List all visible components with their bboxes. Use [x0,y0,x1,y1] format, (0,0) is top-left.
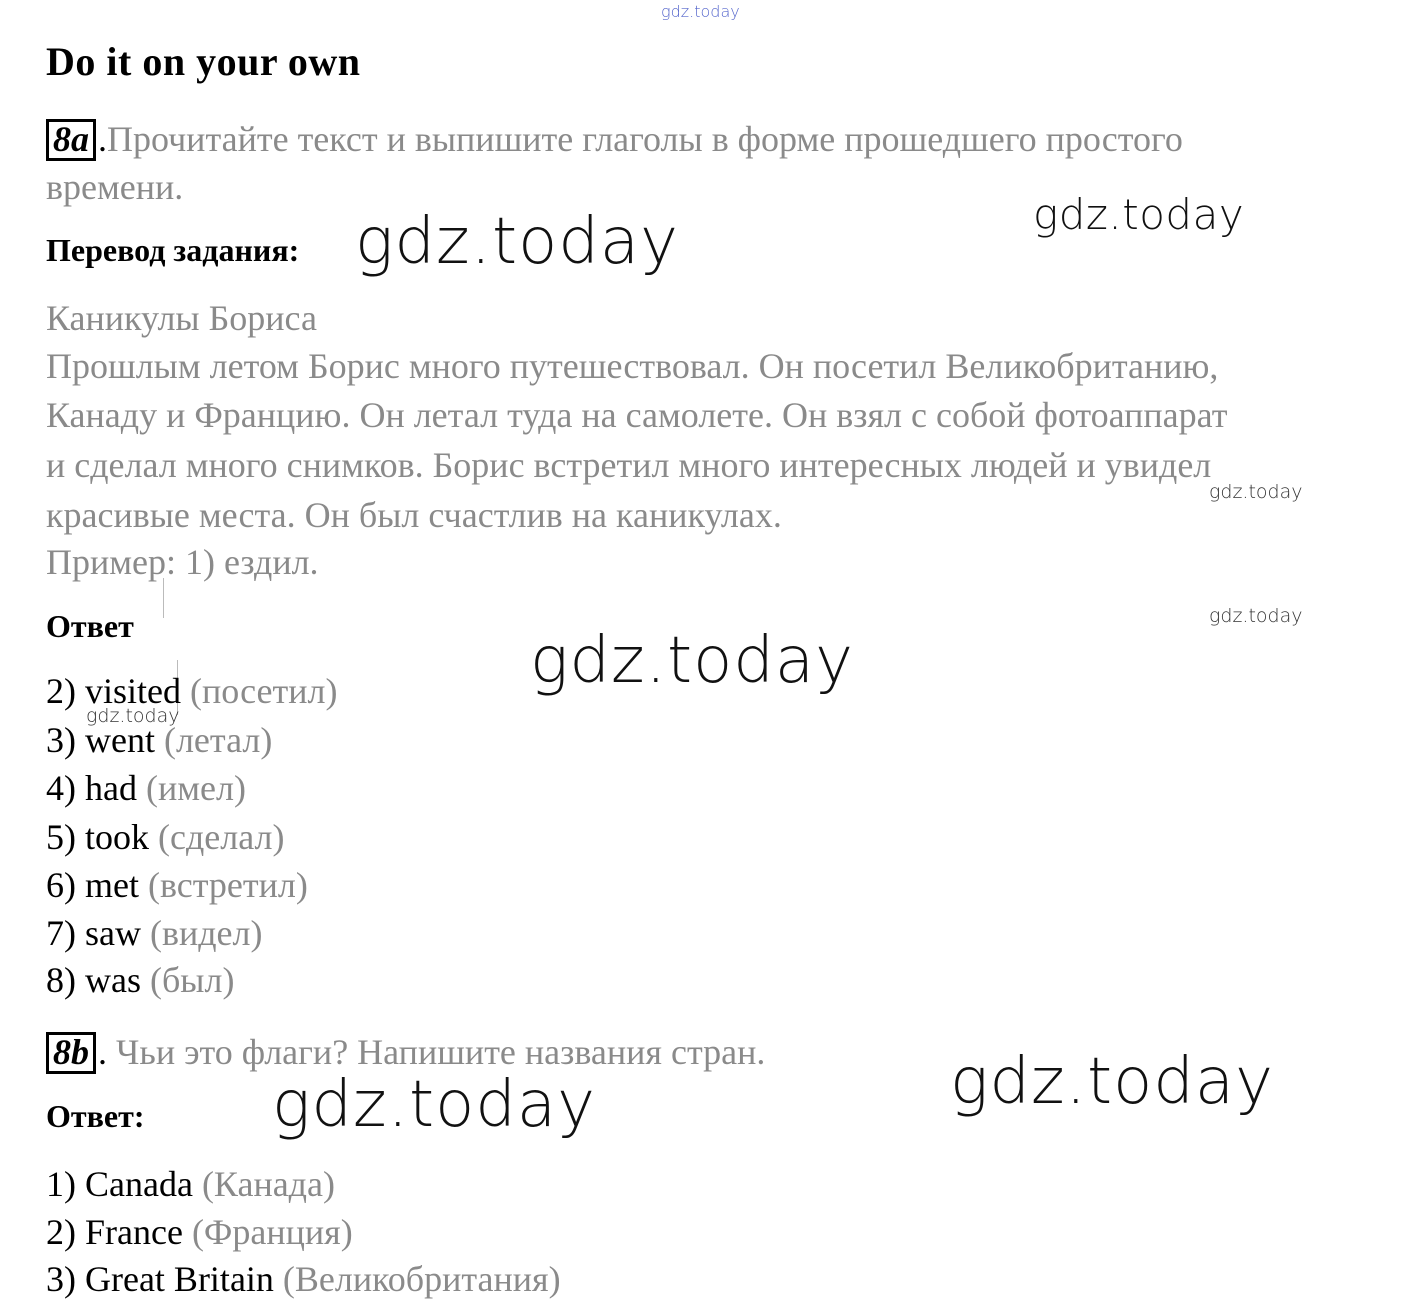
text-line: Прошлым летом Борис много путешествовал. Он посетил Великобританию, [46,346,1219,386]
answer-item: 6) met (встретил) [46,865,308,905]
text-title: Каникулы Бориса [46,298,317,338]
answer-item: 1) Canada (Канада) [46,1164,335,1204]
translation-label: Перевод задания: [46,232,300,268]
instruction-text-line2: времени. [46,167,184,207]
page-title: Do it on your own [46,39,361,84]
answer-item: 2) France (Франция) [46,1212,353,1252]
answer-item: 7) saw (видел) [46,913,263,953]
task-8a-instruction: 8a .Прочитайте текст и выпишите глаголы в форме прошедшего простого [46,115,1183,163]
scan-mark [163,578,164,618]
watermark: gdz.today [950,1045,1274,1119]
watermark: gdz.today [1033,190,1245,239]
text-line: красивые места. Он был счастлив на каникулах. [46,495,782,535]
answer-item: 3) Great Britain (Великобритания) [46,1259,561,1299]
watermark: gdz.today [1209,605,1303,627]
watermark: gdz.today [86,705,180,727]
answer-item: 3) went (летал) [46,720,273,760]
answer-item: 2) visited (посетил) [46,671,338,711]
watermark-top: gdz.today [661,2,740,21]
watermark: gdz.today [1209,481,1303,503]
answer-label: Ответ [46,608,134,644]
watermark: gdz.today [355,205,679,279]
text-line: и сделал много снимков. Борис встретил много интересных людей и увидел [46,445,1212,485]
task-8b-instruction: 8b . Чьи это флаги? Напишите названия стран. [46,1028,765,1076]
instruction-text: Прочитайте текст и выпишите глаголы в форме прошедшего простого [107,119,1183,159]
answer-item: 4) had (имел) [46,768,246,808]
instruction-text: Чьи это флаги? Напишите названия стран. [116,1032,766,1072]
answer-item: 8) was (был) [46,960,235,1000]
task-number-badge: 8b [46,1032,96,1074]
watermark: gdz.today [530,624,854,698]
example-line: Пример: 1) ездил. [46,542,319,582]
text-line: Канаду и Францию. Он летал туда на самолете. Он взял с собой фотоаппарат [46,395,1228,435]
answer-label: Ответ: [46,1098,145,1134]
watermark: gdz.today [272,1068,596,1142]
task-number-badge: 8a [46,119,96,161]
answer-item: 5) took (сделал) [46,817,285,857]
